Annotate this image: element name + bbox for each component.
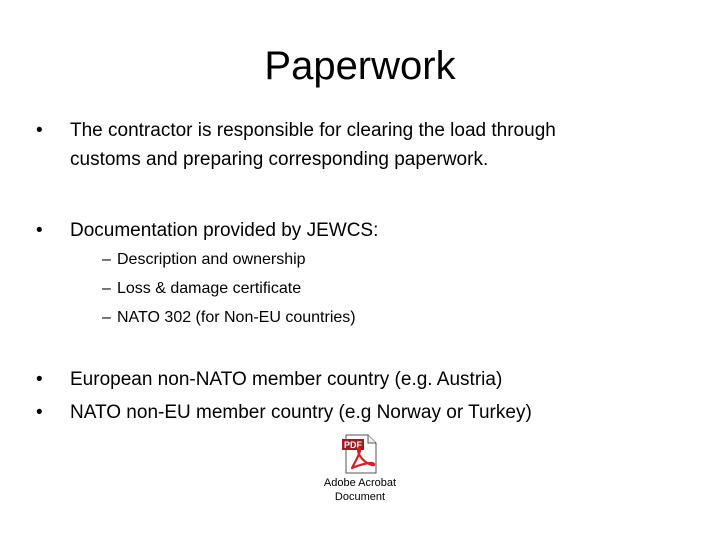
bullet-text-line: NATO non-EU member country (e.g Norway or Turkey)	[70, 402, 532, 423]
bullet-text-line: The contractor is responsible for clearing the load through	[70, 120, 556, 141]
bullet-marker: •	[36, 120, 43, 141]
dash-marker: –	[102, 280, 111, 297]
bullet-text-line: Documentation provided by JEWCS:	[70, 220, 379, 241]
pdf-caption-line: Adobe Acrobat	[323, 477, 397, 489]
sub-item-text: NATO 302 (for Non-EU countries)	[117, 309, 356, 326]
bullet-marker: •	[36, 369, 43, 390]
dash-marker: –	[102, 251, 111, 268]
pdf-caption-line: Document	[334, 491, 386, 503]
dash-marker: –	[102, 309, 111, 326]
pdf-caption[interactable]	[300, 476, 420, 504]
sub-item-text: Loss & damage certificate	[117, 280, 302, 297]
bullet-text-line: European non-NATO member country (e.g. Austria)	[70, 369, 503, 390]
pdf-label-text: PDF	[344, 440, 362, 450]
bullet-marker: •	[36, 402, 43, 423]
bullet-text-line: customs and preparing corresponding paperwork.	[70, 149, 489, 170]
bullet-marker: •	[36, 220, 43, 241]
pdf-file-icon[interactable]	[338, 434, 384, 474]
sub-item-text: Description and ownership	[117, 251, 306, 268]
slide-title: Paperwork	[264, 44, 456, 88]
